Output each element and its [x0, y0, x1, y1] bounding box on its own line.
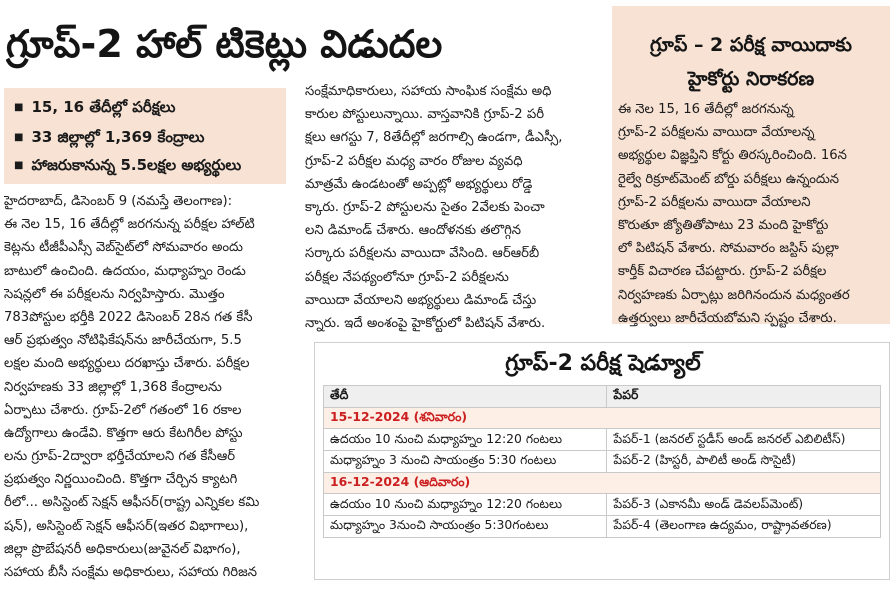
session-time: మధ్యాహ్నం 3 నుంచి సాయంత్రం 5:30 గంటలు [324, 451, 607, 473]
text-line: షన్‌), అసిస్టెంట్‌ సెక్షన్‌ ఆఫీసర్‌(ఇతర విభాగాలు), [4, 518, 249, 534]
sidebar-body [618, 98, 888, 330]
text-line: న్నారు. ఇదే అంశంపై హైకోర్టులో పిటిషన్‌ వేశారు. [305, 315, 546, 331]
paper-name: పేపర్‌-3 (ఎకానమీ అండ్‌ డెవలప్‌మెంట్‌) [607, 494, 881, 516]
header-date: తేదీ [324, 386, 607, 408]
text-line: కారుల పోస్టులున్నాయి. వాస్తవానికి గ్రూప్‌-2 పరీ [305, 107, 545, 123]
text-line: వాయిదా వేయాలని అభ్యర్థులు డిమాండ్‌ చేస్తు [305, 292, 537, 308]
table-row [324, 429, 881, 451]
text-line: ఈ నెల 15, 16 తేదీల్లో జరగనున్న పరీక్షల హాల్‌టి [4, 217, 255, 233]
text-line: కొరుతూ జ్యోతితోపాటు 23 మంది హైకోర్టు [618, 217, 829, 233]
text-line: రీలో... అసిస్టెంట్‌ సెక్షన్‌ ఆఫీసర్‌(రాష్ట్ర ఎన్నికల కమి [4, 495, 260, 511]
paper-name: పేపర్‌-2 (హిస్టరీ, పాలిటీ అండ్‌ సొసైటీ) [607, 451, 881, 473]
text-line: జిల్లా ప్రొబేషనరీ అధికారులు(జువైనల్‌ విభాగం), [4, 541, 241, 557]
text-line: బాటులో ఉంచింది. ఉదయం, మధ్యాహ్నం రెండు [4, 263, 246, 279]
text-line: రైల్వే రిక్రూట్‌మెంట్‌ బోర్డు పరీక్షలు ఉన్నందున [618, 171, 840, 187]
text-line: కెట్లను టీజీపీఎస్సీ వెబ్‌సైట్‌లో సోమవారం అందు [4, 240, 243, 256]
date-label: 16-12-2024 (ఆదివారం) [324, 472, 881, 494]
table-row [324, 451, 881, 473]
date-row-day2 [324, 472, 881, 494]
sidebar-headline-line-1: గ్రూప్‌ – 2 పరీక్ష వాయిదాకు [650, 34, 852, 56]
text-line: నిర్వహణకు 33 జిల్లాల్లో 1,368 కేంద్రాలను [4, 379, 222, 395]
text-line: గ్రూప్‌-2 పరీక్షలను వాయిదా వేయాలని [618, 194, 811, 210]
text-line: ఉద్యోగాలు ఉండేవి. కొత్తగా ఆరు కేటగిరీల పోస్టు [4, 425, 243, 441]
text-line: ప్రభుత్వం నిర్ణయించింది. కొత్తగా చేర్చిన క్యాటగి [4, 472, 238, 488]
session-time: ఉదయం 10 నుంచి మధ్యాహ్నం 12:20 గంటలు [324, 429, 607, 451]
text-line: నిర్వహణకు ఏర్పాట్లు జరిగినందున మధ్యంతర [618, 287, 850, 303]
session-time: మధ్యాహ్నం 3నుంచి సాయంత్రం 5:30గంటలు [324, 516, 607, 538]
text-line: అభ్యర్థుల విజ్ఞప్తిని కోర్టు తిరస్కరించింది. 16న [618, 148, 847, 164]
text-line: సంక్షేమాధికారులు, సహాయ సాంఘిక సంక్షేమ అధి [305, 84, 552, 99]
table-row [324, 516, 881, 538]
text-line: గ్రూప్‌-2 పరీక్షల మధ్య వారం రోజుల వ్యవధి [305, 153, 523, 169]
text-line: ఈ నెల 15, 16 తేదీల్లో జరగనున్న [618, 102, 794, 117]
text-line: లక్షల మంది అభ్యర్థులు దరఖాస్తు చేశారు. పరీక్షల [4, 356, 250, 372]
text-line: ఏర్పాటు చేశారు. గ్రూప్‌-2లో గతంలో 16 రకాల [4, 402, 242, 418]
text-line: మాత్రమే ఉండటంతో అప్పట్లో అభ్యర్థులు రోడ్డె [305, 176, 533, 192]
exam-schedule-box [314, 342, 890, 580]
schedule-title: గ్రూప్‌-2 పరీక్ష షెడ్యూల్‌ [505, 351, 701, 376]
article-column-1 [4, 190, 294, 584]
sidebar-story-box [612, 6, 890, 324]
text-line: లో పిటిషన్‌ వేశారు. సోమవారం జస్టిస్‌ పుల్లా [618, 241, 839, 257]
text-line: సర్కారు పరీక్షలను వాయిదా వేసింది. ఆర్‌ఆర్‌బీ [305, 246, 540, 262]
paper-name: పేపర్‌-1 (జనరల్‌ స్టడీస్‌ అండ్‌ జనరల్‌ ఎబిలిటీస్‌) [607, 429, 881, 451]
highlights-box [4, 88, 286, 184]
text-line: ఆర్‌ ప్రభుత్వం నోటిఫికేషన్‌ను జారీచేయగా, 5.5 [4, 333, 242, 349]
article-column-2 [305, 80, 597, 335]
sidebar-headline-line-2: హైకోర్టు నిరాకరణ [687, 68, 815, 90]
schedule-table [323, 385, 881, 538]
paper-name: పేపర్‌-4 (తెలంగాణ ఉద్యమం, రాష్ట్రావతరణ) [607, 516, 881, 538]
highlight-item: ■ 15, 16 తేదీల్లో పరీక్షలు [14, 94, 282, 121]
text-line: గ్రూప్‌-2 పరీక్షలను వాయిదా వేయాలన్న [618, 125, 815, 141]
text-line: క్షలు ఆగస్టు 7, 8తేదీల్లో జరగాల్సి ఉండగా, డీఎస్సీ, [305, 130, 563, 146]
date-row-day1 [324, 407, 881, 429]
table-row [324, 494, 881, 516]
headline: గ్రూప్‌-2 హాల్‌ టికెట్లు విడుదల [6, 22, 443, 66]
table-header-row [324, 386, 881, 408]
text-line: 783పోస్టుల భర్తీకి 2022 డిసెంబర్‌ 28న గత కేసీ [4, 309, 253, 325]
date-label: 15-12-2024 (శనివారం) [324, 407, 881, 429]
text-line: ఉత్తర్వులు జారీచేయబోమని స్పష్టం చేశారు. [618, 310, 837, 326]
text-line: సహాయ బీసీ సంక్షేమ అధికారులు, సహాయ గిరిజన [4, 565, 258, 580]
text-line: కార్తీక్‌ విచారణ చేపట్టారు. గ్రూప్‌-2 పరీక్షల [618, 264, 827, 280]
text-line: సెషన్లలో ఈ పరీక్షలను నిర్వహిస్తారు. మొత్తం [4, 286, 225, 302]
text-line: లను గ్రూప్‌-2ద్వారా భర్తీచేయాలని గత కేసీఆర్‌ [4, 449, 236, 465]
text-line: హైదరాబాద్‌, డిసెంబర్‌ 9 (నమస్తే తెలంగాణ): [4, 194, 233, 209]
text-line: పరీక్షల నేపథ్యంలోనూ గ్రూప్‌-2 పరీక్షలను [305, 269, 509, 285]
header-paper: పేపర్‌ [607, 386, 881, 408]
highlight-item: ■ హాజరుకానున్న 5.5లక్షల అభ్యర్థులు [14, 152, 282, 179]
text-line: లని డిమాండ్‌ చేశారు. ఆందోళనకు తలొగ్గిన [305, 223, 522, 239]
text-line: క్కారు. గ్రూప్‌-2 పోస్టులను సైతం 2వేలకు పెంచా [305, 199, 545, 215]
session-time: ఉదయం 10 నుంచి మధ్యాహ్నం 12:20 గంటలు [324, 494, 607, 516]
highlight-item: ■ 33 జిల్లాల్లో 1,369 కేంద్రాలు [14, 124, 282, 151]
